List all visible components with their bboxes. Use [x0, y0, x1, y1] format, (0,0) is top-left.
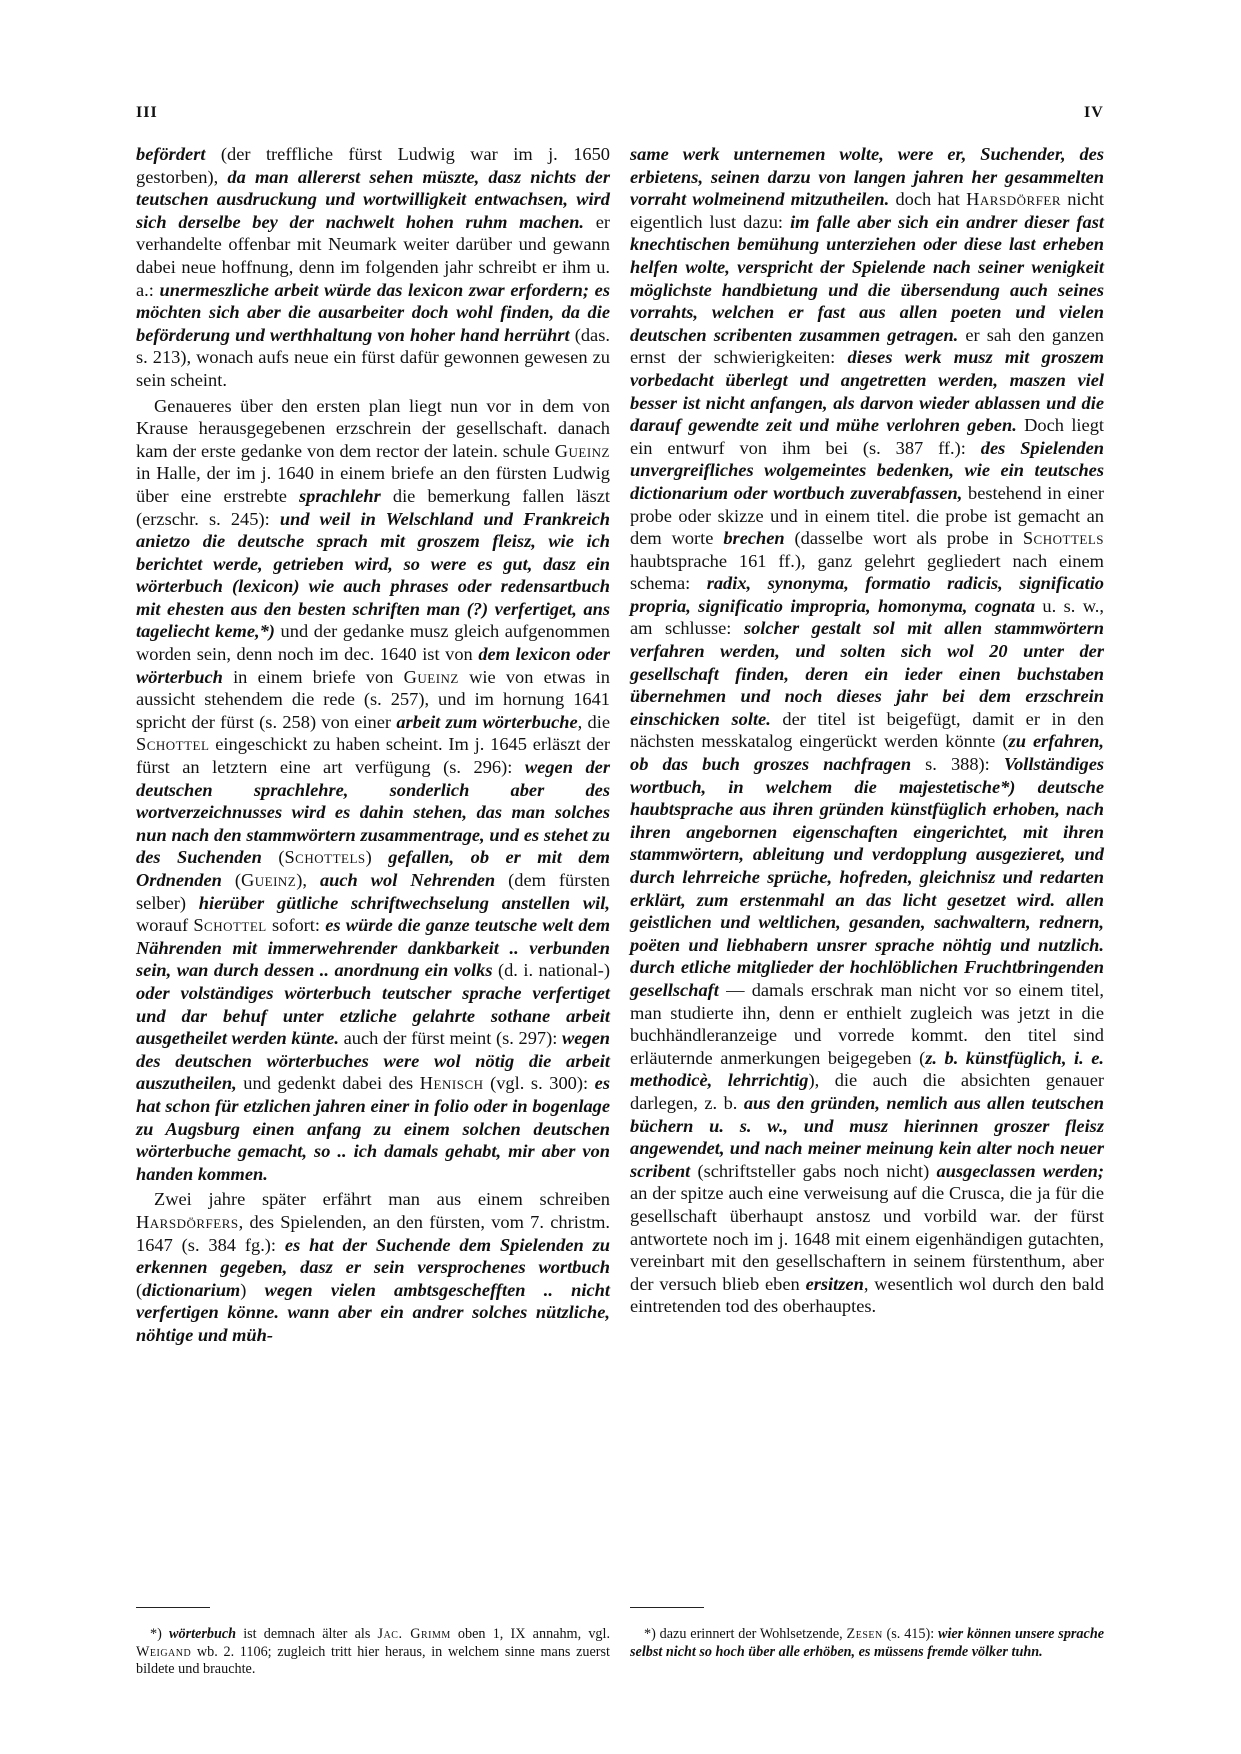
text-run: haubtsprache 161 ff.), ganz gelehrt gegliedert nach einem schema:: [630, 550, 1104, 594]
text-run: Genaueres über den ersten plan liegt nun vor in dem von Krause herausgegebenen erzschrein der gesellschaft. danach kam der erste gedanke von dem rector der latein. schule: [136, 395, 610, 461]
text-run: wb. 2. 1106; zugleich tritt hier heraus, in welchem sinne mans zuerst bildete und brauchte.: [136, 1643, 610, 1678]
text-run: auch der fürst meint (s. 297):: [338, 1028, 562, 1049]
text-run: (s. 415):: [882, 1626, 938, 1642]
emphasis-text: dieses werk musz mit groszem vorbedacht überlegt und angetretten werden, maszen viel besser ist nicht anfangen, als darvon wieder ablassen und die darauf gewendte zeit und mühe verlohren geben.: [630, 347, 1104, 436]
name-smallcaps: Schottels: [284, 847, 366, 868]
emphasis-text: unermeszliche arbeit würde das lexicon zwar erfordern; es möchten sich aber die ausarbeiter doch wohl finden, da die beförderung und werthhaltung von hoher hand herrührt: [136, 279, 610, 345]
emphasis-text: ausgeclassen werden;: [936, 1160, 1104, 1181]
name-smallcaps: Gueinz: [554, 440, 610, 461]
text-run: s. 388):: [911, 754, 1004, 775]
text-run: oben 1, IX annahm, vgl.: [450, 1626, 610, 1642]
text-run: *): [150, 1626, 170, 1642]
text-run: (vgl. s. 300):: [483, 1073, 595, 1094]
name-smallcaps: Harsdörfer: [966, 189, 1061, 210]
paragraph: [136, 1188, 610, 1346]
emphasis-text: im falle aber sich ein andrer dieser fast knechtischen bemühung unterziehen oder diese last erheben helfen wolte, verspricht der Spielende nach seiner wenigkeit möglichste handbietung und die übersendung auch seines vorrahts, welchen er fast aus allen poeten und vielen deutschen scribenten zusammen getragen.: [630, 211, 1105, 345]
name-smallcaps: Harsdörfers: [136, 1211, 239, 1232]
emphasis-text: solcher gestalt sol mit allen stammwörtern verfahren werden, und solten sich wol 20 unter der gesellschaft finden, deren ein ieder einen buchstaben übernehmen und noch dieses jahr bei dem erzschrein einschicken solte.: [630, 618, 1104, 729]
text-run: in Halle, der im j. 1640 in einem briefe an den fürsten Ludwig über eine erstrebte: [136, 463, 610, 506]
emphasis-text: brechen: [723, 528, 785, 549]
emphasis-text: arbeit zum wörterbuche: [396, 711, 578, 732]
text-run: Zwei jahre später erfährt man aus einem schreiben: [154, 1189, 610, 1210]
emphasis-text: befördert: [136, 144, 206, 164]
text-run: und gedenkt dabei des: [236, 1073, 420, 1094]
paragraph: [136, 395, 610, 1186]
emphasis-text: gefallen, ob er mit dem Ordnenden: [136, 847, 610, 890]
name-smallcaps: Schottel: [136, 734, 210, 755]
emphasis-text: wegen vielen ambtsgeschefften .. nicht verfertigen könne. wann aber ein andrer solches nützliche, nöhtige und müh-: [136, 1279, 610, 1345]
text-run: (dasselbe wort als probe in: [784, 528, 1023, 549]
name-smallcaps: Henisch: [419, 1073, 484, 1094]
page-number-left: III: [136, 104, 158, 121]
text-run: (d. i. national-): [492, 960, 611, 981]
footnote-left: [136, 1626, 610, 1679]
text-run: doch hat: [889, 189, 967, 210]
text-run: worauf: [136, 915, 194, 936]
text-run: (: [221, 870, 241, 890]
name-smallcaps: Schottels: [1022, 528, 1104, 549]
name-smallcaps: Zesen: [846, 1626, 883, 1642]
text-run: (schriftsteller gabs noch nicht): [690, 1160, 937, 1181]
text-run: , des Spielenden, an den fürsten, vom 7. christm. 1647 (s. 384 fg.):: [136, 1211, 610, 1255]
text-run: , wesentlich wol durch den bald eintretenden tod des oberhauptes.: [630, 1273, 1105, 1317]
emphasis-text: es würde die ganze teutsche welt dem Nährenden mit immerwehrender dankbarkeit .. verbunden sein, wan durch dessen .. anordnung ein volks: [136, 915, 610, 981]
text-run: der titel ist beigefügt, damit er in den nächsten messkatalog eingerückt werden könnte (: [630, 708, 1104, 752]
emphasis-text: wier können unsere sprache selbst nicht so hoch über alle erhöben, es müssens fremde völker tuhn.: [630, 1626, 1105, 1660]
text-run: Doch liegt ein entwurf von ihm bei (s. 387 ff.):: [630, 415, 1105, 458]
text-run: (: [261, 847, 285, 868]
emphasis-text: aus den gründen, nemlich aus allen teutschen büchern u. s. w., und musz hierinnen groszer fleisz angewendet, und nach meiner meinung kein alter noch neuer scribent: [630, 1092, 1104, 1181]
text-run: (der treffliche fürst Ludwig war im j. 1650 gestorben),: [136, 144, 610, 187]
paragraph: [630, 143, 1104, 1318]
footnote-text: [136, 1626, 610, 1679]
emphasis-text: wörterbuch: [169, 1626, 237, 1642]
text-run: (dem fürsten selber): [136, 870, 610, 913]
text-run: ), die auch die absichten genauer darlegen, z. b.: [630, 1070, 1104, 1113]
text-run: ): [365, 847, 389, 868]
page-number-right: IV: [1084, 104, 1104, 121]
text-run: (: [136, 1279, 143, 1300]
text-run: — damals erschrak man nicht vor so einem titel, man studierte ihn, denn er enthielt zugleich was jetzt in die buchhändleranzeige und vorrede kommt. den titel sind erläuternde anmerkungen beigegeben (: [630, 979, 1104, 1068]
footnote-text: [630, 1626, 1104, 1661]
text-run: u. s. w., am schlusse:: [630, 595, 1104, 639]
emphasis-text: des Spielenden unvergreifliches wolgemeintes bedenken, wie ein teutsches dictionarium oder wortbuch zuverabfassen,: [630, 437, 1104, 503]
name-smallcaps: Jac. Grimm: [377, 1626, 451, 1642]
emphasis-text: ersitzen: [805, 1273, 864, 1294]
name-smallcaps: Gueinz: [240, 870, 297, 890]
footnote-rule: [136, 1607, 210, 1608]
text-run: , die: [577, 711, 611, 732]
emphasis-text: es hat der Suchende dem Spielenden zu erkennen gegeben, dasz er sein versprochenes wortbuch: [136, 1234, 610, 1278]
text-run: wie von etwas in aussicht stehendem die rede (s. 257), und im hornung 1641 spricht der fürst (s. 258) von einer: [136, 666, 610, 732]
emphasis-text: radix, synonyma, formatio radicis, significatio propria, significatio impropria, homonyma, cognata: [630, 573, 1105, 616]
emphasis-text: dictionarium: [142, 1279, 241, 1300]
text-run: nicht eigentlich lust dazu:: [630, 189, 1104, 232]
text-run: er verhandelte offenbar mit Neumark weiter darüber und gewann dabei neue hoffnung, denn im folgenden jahr schreibt er ihm u. a.:: [136, 211, 610, 300]
emphasis-text: wegen des deutschen wörterbuches were wol nötig die arbeit auszutheilen,: [136, 1028, 610, 1094]
name-smallcaps: Weigand: [136, 1643, 192, 1660]
text-run: an der spitze auch eine verweisung auf die Crusca, die ja für die gesellschaft überhaupt anstosz und vorbild war. der fürst antwortete noch im j. 1648 mit einem eigenhändigen gutachten, vereinbart mit den gesellschaftern in seinem fürstenthum, aber der versuch blieb eben: [630, 1183, 1104, 1294]
emphasis-text: dem lexicon oder wörterbuch: [136, 644, 610, 687]
emphasis-text: Vollständiges wortbuch, in welchem die majestetische*) deutsche haubtsprache aus ihren gründen künstfüglich erhoben, nach ihren angebornen eigenschaften eingerichtet, mit ihren stammwörtern, ableitung und verdopplung ausgezieret, und durch lehrreiche sprüche, hofreden, gleichnisz und redarten erklärt, zum erstenmahl an das licht gesetzet wird. allen geistlichen und weltlichen, gesanden, sachwaltern, rednern, poëten und liebhabern unsrer sprache nöhtig und nutzlich. durch etliche mitglieder der hochlöblichen Fruchtbringenden gesellschaft: [630, 754, 1105, 1000]
emphasis-text: same werk unternemen wolte, were er, Suchender, des erbietens, seinen darzu von langen jahren her gesammelten vorraht wolmeinend mitzutheilen.: [630, 144, 1104, 210]
emphasis-text: hierüber gütliche schriftwechselung anstellen wil,: [198, 892, 610, 913]
text-run: er sah den ganzen ernst der schwierigkeiten:: [630, 324, 1105, 368]
text-run: in einem briefe von: [222, 666, 404, 687]
text-run: *) dazu erinnert der Wohlsetzende,: [644, 1626, 847, 1642]
text-run: eingeschickt zu haben scheint. Im j. 1645 erläszt der fürst an letztern eine art verfügung (s. 296):: [136, 734, 610, 778]
emphasis-text: oder volständiges wörterbuch teutscher sprache verfertiget und dar behuf unter etzliche gelahrte sothane arbeit ausgetheilet werden künte.: [136, 982, 610, 1049]
emphasis-text: zu erfahren, ob das buch groszes nachfragen: [630, 731, 1105, 775]
text-run: die bemerkung fallen läszt (erzschr. s. 245):: [136, 485, 610, 529]
emphasis-text: z. b. künstfüglich, i. e. methodicè, lehrrichtig: [630, 1047, 1104, 1091]
right-text-column: [630, 143, 1104, 1318]
name-smallcaps: Schottel: [193, 915, 267, 936]
text-run: und der gedanke musz gleich aufgenommen worden sein, denn noch im dec. 1640 ist von: [136, 621, 610, 665]
footnote-right: [630, 1626, 1104, 1661]
paragraph: [136, 143, 610, 392]
name-smallcaps: Gueinz: [403, 666, 459, 687]
emphasis-text: wegen der deutschen sprachlehre, sonderlich aber des wortverzeichnusses wird es dahin stehen, das man solches nun nach den stammwörtern zusammentrage, und es stehet zu des Suchenden: [136, 757, 610, 868]
text-run: (das. s. 213), wonach aufs neue ein fürst dafür gewonnen gewesen zu sein scheint.: [136, 324, 610, 390]
text-run: ),: [296, 870, 320, 890]
text-run: ): [240, 1279, 265, 1300]
emphasis-text: sprachlehr: [298, 485, 381, 506]
left-text-column: [136, 143, 610, 1346]
emphasis-text: auch wol Nehrenden: [319, 870, 496, 890]
text-run: sofort:: [266, 915, 326, 936]
footnote-rule: [630, 1607, 704, 1608]
emphasis-text: und weil in Welschland und Frankreich anietzo die deutsche sprach mit groszem fleisz, wie ich berichtet werde, getrieben wird, so were es gut, dasz ein wörterbuch (lexicon) wie auch phrases oder redensartbuch mit ehesten aus den besten schriften man (?) verfertiget, ans tageliecht keme,*): [136, 508, 611, 642]
emphasis-text: es hat schon für etzlichen jahren einer in folio oder in bogenlage zu Augsburg einen anfang zu einem solchen deutschen wörterbuche gemacht, so .. ich damals gehabt, mir aber von handen kommen.: [136, 1073, 610, 1184]
text-run: ist demnach älter als: [236, 1626, 378, 1642]
text-run: bestehend in einer probe oder skizze und in einem titel. die probe ist gemacht an dem worte: [630, 482, 1105, 549]
emphasis-text: da man allererst sehen müszte, dasz nichts der teutschen ausdruckung und wortwilligkeit entwachsen, wird sich derselbe bey der nachwelt hohen ruhm machen.: [136, 166, 610, 232]
